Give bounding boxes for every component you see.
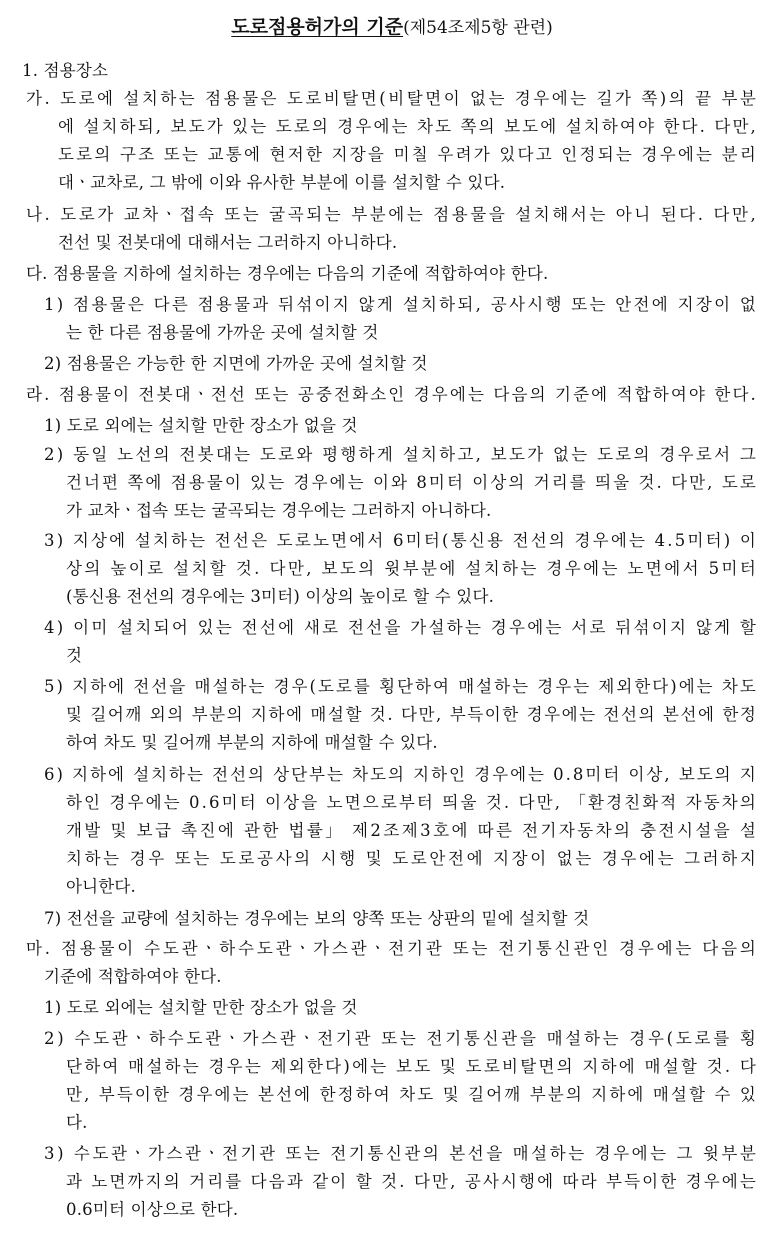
body-line: 나. 도로가 교차ㆍ접속 또는 굴곡되는 부분에는 점용물을 설치해서는 아니 된다. 다만,	[26, 205, 759, 224]
body-line: 마. 점용물이 수도관ㆍ하수도관ㆍ가스관ㆍ전기관 또는 전기통신관인 경우에는 다음의	[26, 939, 759, 958]
body-line: 2) 동일 노선의 전봇대는 도로와 평행하게 설치하고, 보도가 없는 도로의 경우로서 그	[44, 445, 759, 464]
body-line: 0.6미터 이상으로 한다.	[66, 1200, 239, 1219]
body-line: 3) 수도관ㆍ가스관ㆍ전기관 또는 전기통신관의 본선을 매설하는 경우에는 그 윗부분	[44, 1144, 759, 1163]
body-line: 는 한 다른 점용물에 가까운 곳에 설치할 것	[66, 323, 379, 342]
body-line: 만, 부득이한 경우에는 본선에 한정하여 차도 및 길어깨 부분의 지하에 매설할 수 있	[66, 1085, 758, 1104]
title-reference: (제54조제5항 관련)	[403, 18, 553, 38]
body-line: 및 길어깨 외의 부분의 지하에 매설할 것. 다만, 부득이한 경우에는 전선의 본선에 한정	[66, 705, 758, 724]
body-line: 단하여 매설하는 경우는 제외한다)에는 보도 및 도로비탈면의 지하에 매설할 것. 다	[66, 1057, 759, 1076]
body-line: 전선 및 전봇대에 대해서는 그러하지 아니하다.	[58, 233, 398, 252]
body-line: 기준에 적합하여야 한다.	[44, 967, 222, 986]
body-line: 하인 경우에는 0.6미터 이상을 노면으로부터 띄울 것. 다만, 「환경친화적 자동차의	[66, 793, 758, 812]
body-line: 1) 도로 외에는 설치할 만한 장소가 없을 것	[44, 998, 358, 1017]
body-line: 개발 및 보급 촉진에 관한 법률」 제2조제3호에 따른 전기자동차의 충전시설을 설	[66, 821, 759, 840]
body-line: 1) 점용물은 다른 점용물과 뒤섞이지 않게 설치하되, 공사시행 또는 안전에 지장이 없	[44, 295, 759, 314]
body-line: 3) 지상에 설치하는 전선은 도로노면에서 6미터(통신용 전선의 경우에는 4.5미터) 이	[44, 531, 759, 550]
body-line: 건너편 쪽에 점용물이 있는 경우에는 이와 8미터 이상의 거리를 띄울 것. 다만, 도로	[66, 473, 758, 492]
body-line: 것	[66, 646, 83, 665]
body-line: 5) 지하에 전선을 매설하는 경우(도로를 횡단하여 매설하는 경우는 제외한다)에는 차도	[44, 677, 758, 696]
body-line: 2) 점용물은 가능한 한 지면에 가까운 곳에 설치할 것	[44, 354, 428, 373]
body-line: 6) 지하에 설치하는 전선의 상단부는 차도의 지하인 경우에는 0.8미터 이상, 보도의 지	[44, 765, 758, 784]
body-line: 하여 차도 및 길어깨 부분의 지하에 매설할 수 있다.	[66, 733, 438, 752]
body-line: 2) 수도관ㆍ하수도관ㆍ가스관ㆍ전기관 또는 전기통신관을 매설하는 경우(도로를 횡	[44, 1029, 759, 1048]
body-line: 과 노면까지의 거리를 다음과 같이 할 것. 다만, 공사시행에 따라 부득이한 경우에는	[66, 1172, 758, 1191]
body-line: 1) 도로 외에는 설치할 만한 장소가 없을 것	[44, 416, 358, 435]
body-line: 가. 도로에 설치하는 점용물은 도로비탈면(비탈면이 없는 경우에는 길가 쪽)의 끝 부분	[26, 89, 759, 108]
body-line: 7) 전선을 교량에 설치하는 경우에는 보의 양쪽 또는 상판의 밑에 설치할 것	[44, 909, 590, 928]
body-line: 라. 점용물이 전봇대ㆍ전선 또는 공중전화소인 경우에는 다음의 기준에 적합하여야 한다.	[26, 385, 758, 404]
body-line: 1. 점용장소	[22, 61, 109, 80]
body-line: 다.	[66, 1113, 88, 1132]
body-line: (통신용 전선의 경우에는 3미터) 이상의 높이로 할 수 있다.	[66, 587, 495, 606]
document-title	[0, 12, 784, 43]
title-main: 도로점용허가의 기준	[231, 16, 404, 38]
body-line: 가 교차ㆍ접속 또는 굴곡되는 경우에는 그러하지 아니하다.	[66, 501, 492, 520]
body-line: 아니한다.	[66, 877, 137, 896]
body-line: 대ㆍ교차로, 그 밖에 이와 유사한 부분에 이를 설치할 수 있다.	[58, 173, 506, 192]
body-line: 상의 높이로 설치할 것. 다만, 보도의 윗부분에 설치하는 경우에는 노면에서 5미터	[66, 559, 759, 578]
body-line: 도로의 구조 또는 교통에 현저한 지장을 미칠 우려가 있다고 인정되는 경우에는 분리	[58, 145, 759, 164]
body-line: 치하는 경우 또는 도로공사의 시행 및 도로안전에 지장이 없는 경우에는 그러하지	[66, 849, 759, 868]
body-line: 4) 이미 설치되어 있는 전선에 새로 전선을 가설하는 경우에는 서로 뒤섞이지 않게 할	[44, 618, 759, 637]
body-line: 다. 점용물을 지하에 설치하는 경우에는 다음의 기준에 적합하여야 한다.	[26, 264, 549, 283]
body-line: 에 설치하되, 보도가 있는 도로의 경우에는 차도 쪽의 보도에 설치하여야 한다. 다만,	[58, 117, 758, 136]
